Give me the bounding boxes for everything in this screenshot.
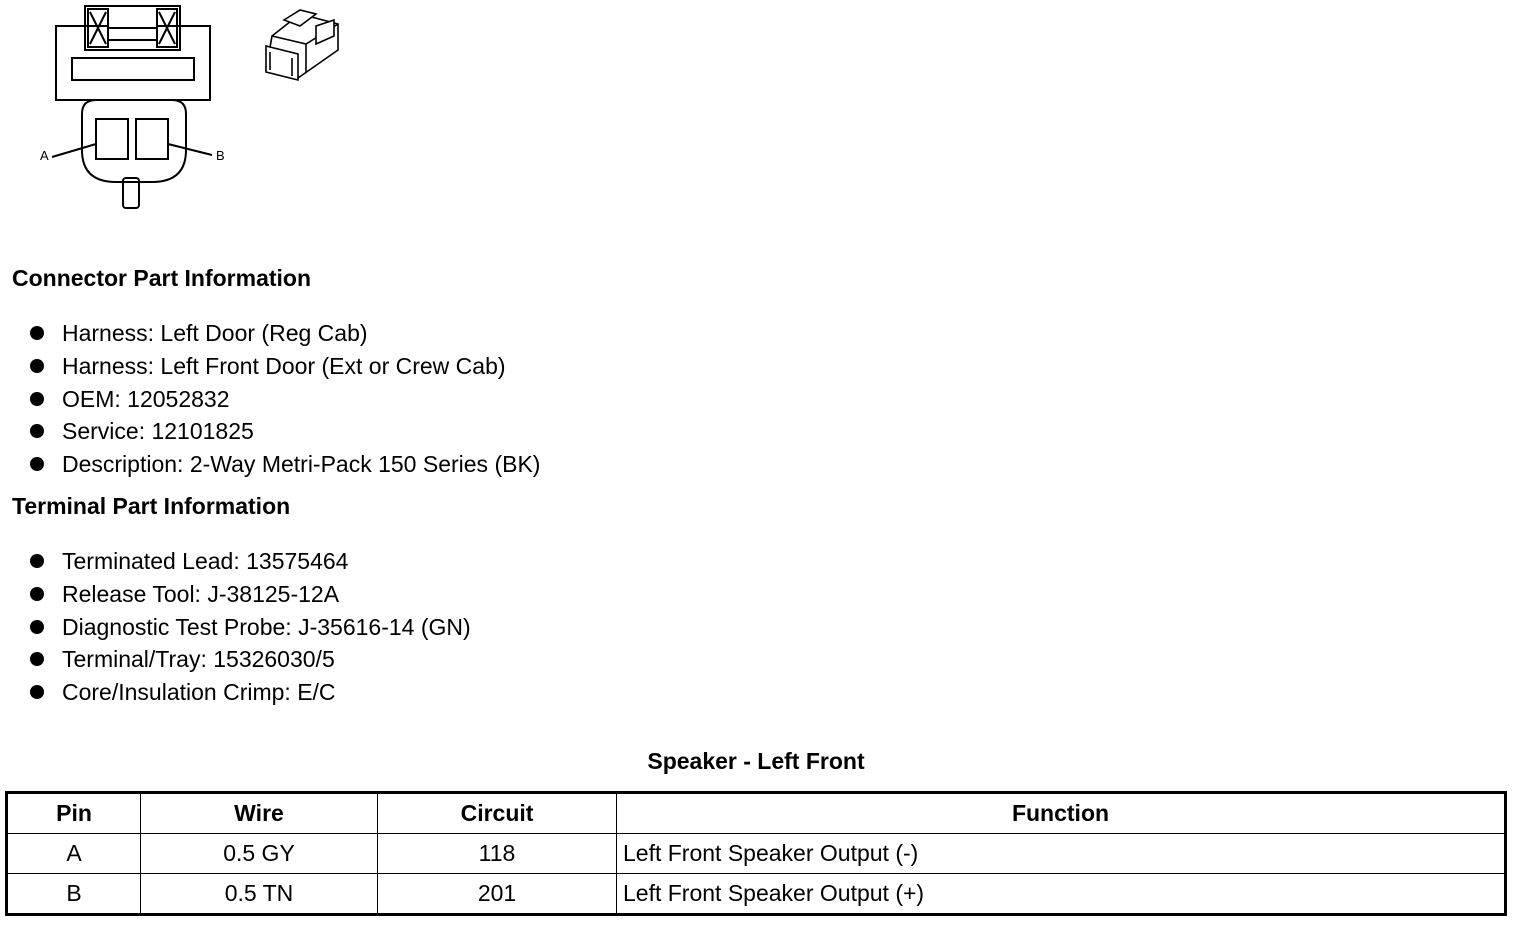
terminal-part-info-list	[28, 546, 471, 710]
cell-wire: 0.5 TN	[141, 874, 378, 915]
connector-part-info-list	[28, 318, 540, 482]
column-header-circuit: Circuit	[378, 793, 617, 834]
bullet-icon	[30, 685, 44, 699]
column-header-function: Function	[617, 793, 1506, 834]
bullet-icon	[30, 620, 44, 634]
connector-face	[82, 100, 186, 182]
list-item-text: Service: 12101825	[62, 418, 254, 445]
bullet-icon	[30, 587, 44, 601]
list-item-text: Release Tool: J-38125-12A	[62, 580, 340, 607]
bullet-icon	[30, 392, 44, 406]
list-item	[28, 546, 471, 579]
connector-part-info-heading: Connector Part Information	[12, 265, 312, 291]
table-row	[7, 834, 1506, 874]
list-item-text: OEM: 12052832	[62, 385, 230, 412]
cell-circuit: 201	[378, 874, 617, 915]
pin-table-title: Speaker - Left Front	[647, 748, 865, 774]
column-header-wire: Wire	[141, 793, 378, 834]
list-item-text: Harness: Left Door (Reg Cab)	[62, 320, 368, 346]
list-item	[28, 644, 471, 677]
list-item	[28, 612, 471, 645]
cell-function: Left Front Speaker Output (+)	[617, 874, 1506, 915]
list-item-text: Terminated Lead: 13575464	[62, 548, 349, 574]
table-header-row	[7, 793, 1506, 834]
bullet-icon	[30, 554, 44, 568]
bullet-icon	[30, 424, 44, 438]
bullet-icon	[30, 326, 44, 340]
connector-diagram	[0, 0, 360, 220]
list-item-text: Terminal/Tray: 15326030/5	[62, 646, 335, 673]
bullet-icon	[30, 652, 44, 666]
pin-table	[5, 791, 1507, 916]
list-item	[28, 351, 540, 384]
cavity-b	[136, 119, 168, 159]
terminal-part-info-heading: Terminal Part Information	[12, 493, 291, 519]
cell-circuit: 118	[378, 834, 617, 874]
bullet-icon	[30, 359, 44, 373]
cell-pin: A	[7, 834, 141, 874]
list-item	[28, 579, 471, 612]
list-item	[28, 318, 540, 351]
bullet-icon	[30, 457, 44, 471]
list-item-text: Core/Insulation Crimp: E/C	[62, 679, 336, 706]
column-header-pin: Pin	[7, 793, 141, 834]
list-item-text: Diagnostic Test Probe: J-35616-14 (GN)	[62, 613, 471, 640]
connector-top-latch	[85, 6, 180, 50]
cell-wire: 0.5 GY	[141, 834, 378, 874]
pin-label-a: A	[40, 148, 49, 163]
list-item-text: Description: 2-Way Metri-Pack 150 Series (BK)	[62, 451, 541, 478]
list-item	[28, 449, 540, 482]
cell-pin: B	[7, 874, 141, 915]
cell-function: Left Front Speaker Output (-)	[617, 834, 1506, 874]
connector-rib	[72, 58, 194, 80]
pin-label-b: B	[216, 148, 225, 163]
list-item-text: Harness: Left Front Door (Ext or Crew Cab)	[62, 352, 506, 379]
table-row	[7, 874, 1506, 915]
list-item	[28, 677, 471, 710]
list-item	[28, 416, 540, 449]
connector-iso-view	[266, 10, 338, 80]
cavity-a	[96, 119, 128, 159]
list-item	[28, 384, 540, 417]
connector-body	[56, 26, 210, 100]
